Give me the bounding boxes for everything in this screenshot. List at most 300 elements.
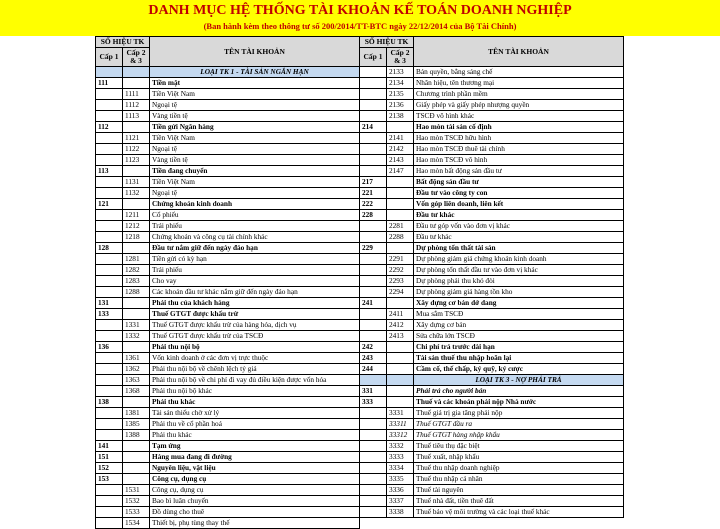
- account-cap1-code: [360, 419, 387, 430]
- account-name: Đồ dùng cho thuê: [150, 507, 360, 518]
- account-name: Thuế nhà đất, tiền thuê đất: [414, 496, 624, 507]
- account-cap2-code: 1331: [123, 320, 150, 331]
- account-cap1-code: [360, 232, 387, 243]
- account-name: Chi phí trả trước dài hạn: [414, 342, 624, 353]
- account-cap2-code: 33311: [387, 419, 414, 430]
- account-row: [96, 375, 360, 386]
- account-row: [360, 254, 624, 265]
- account-cap1-code: [96, 320, 123, 331]
- account-cap1-code: 242: [360, 342, 387, 353]
- account-cap2-code: 1113: [123, 111, 150, 122]
- account-row: [360, 100, 624, 111]
- account-name: Đầu tư vào công ty con: [414, 188, 624, 199]
- account-row: [96, 298, 360, 309]
- account-name: Thuế GTGT được khấu trừ của hàng hóa, dịch vụ: [150, 320, 360, 331]
- account-name: TSCĐ vô hình khác: [414, 111, 624, 122]
- account-cap2-code: [387, 243, 414, 254]
- account-cap1-code: [96, 485, 123, 496]
- account-name: Chương trình phần mềm: [414, 89, 624, 100]
- so-hieu-tk-header: SỐ HIỆU TK: [360, 37, 414, 48]
- account-cap1-code: [360, 474, 387, 485]
- account-cap1-code: [360, 155, 387, 166]
- account-name: Cầm cố, thế chấp, ký quỹ, ký cược: [414, 364, 624, 375]
- account-row: [96, 386, 360, 397]
- section-title: LOẠI TK 1 - TÀI SẢN NGẮN HẠN: [150, 67, 360, 78]
- account-row: [360, 243, 624, 254]
- account-cap1-code: [360, 67, 387, 78]
- account-name: Bao bì luân chuyển: [150, 496, 360, 507]
- section-cap2-cell: [123, 67, 150, 78]
- account-row: [96, 309, 360, 320]
- account-cap2-code: 1368: [123, 386, 150, 397]
- account-row: [96, 89, 360, 100]
- account-name: Thuế GTGT được khấu trừ của TSCĐ: [150, 331, 360, 342]
- account-cap2-code: 2133: [387, 67, 414, 78]
- account-name: Phải thu khác: [150, 430, 360, 441]
- account-cap2-code: 1531: [123, 485, 150, 496]
- account-cap2-code: [123, 122, 150, 133]
- account-name: Thuế thu nhập doanh nghiệp: [414, 463, 624, 474]
- account-name: Vốn kinh doanh ở các đơn vị trực thuộc: [150, 353, 360, 364]
- account-cap1-code: 229: [360, 243, 387, 254]
- account-cap1-code: [96, 177, 123, 188]
- account-row: [96, 430, 360, 441]
- account-cap2-code: 1332: [123, 331, 150, 342]
- account-cap2-code: [387, 210, 414, 221]
- account-name: Tiền gửi Ngân hàng: [150, 122, 360, 133]
- account-name: Xây dựng cơ bản dở dang: [414, 298, 624, 309]
- account-row: [360, 353, 624, 364]
- account-cap2-code: 1112: [123, 100, 150, 111]
- accounts-table-left-body: [96, 67, 360, 529]
- account-cap2-code: 2291: [387, 254, 414, 265]
- account-row: [360, 496, 624, 507]
- accounts-table-left: [95, 36, 360, 529]
- account-cap2-code: 1281: [123, 254, 150, 265]
- account-cap1-code: [96, 375, 123, 386]
- account-cap2-code: 1212: [123, 221, 150, 232]
- account-cap1-code: [96, 221, 123, 232]
- section-header-row: [360, 375, 624, 386]
- account-row: [360, 221, 624, 232]
- section-title: LOẠI TK 3 - NỢ PHẢI TRẢ: [414, 375, 624, 386]
- account-row: [360, 210, 624, 221]
- account-name: Phải thu nội bộ khác: [150, 386, 360, 397]
- account-name: Tài sản thiếu chờ xử lý: [150, 408, 360, 419]
- account-cap1-code: [96, 287, 123, 298]
- account-cap2-code: 1363: [123, 375, 150, 386]
- account-cap1-code: [96, 419, 123, 430]
- account-cap1-code: 221: [360, 188, 387, 199]
- account-name: Xây dựng cơ bản: [414, 320, 624, 331]
- account-cap1-code: [360, 221, 387, 232]
- account-cap2-code: [387, 397, 414, 408]
- account-cap2-code: 3333: [387, 452, 414, 463]
- account-row: [96, 320, 360, 331]
- account-row: [96, 452, 360, 463]
- account-cap2-code: 2142: [387, 144, 414, 155]
- account-name: Dự phòng tổn thất tài sản: [414, 243, 624, 254]
- account-row: [96, 507, 360, 518]
- account-row: [360, 111, 624, 122]
- account-row: [96, 518, 360, 529]
- account-name: Phải thu khác: [150, 397, 360, 408]
- account-row: [96, 463, 360, 474]
- so-hieu-tk-header: SỐ HIỆU TK: [96, 37, 150, 48]
- account-cap1-code: [96, 133, 123, 144]
- account-row: [96, 474, 360, 485]
- account-cap2-code: [123, 397, 150, 408]
- account-cap1-code: [360, 100, 387, 111]
- account-cap1-code: [360, 331, 387, 342]
- account-name: Đầu tư góp vốn vào đơn vị khác: [414, 221, 624, 232]
- account-cap2-code: [387, 122, 414, 133]
- account-name: Dự phòng tổn thất đầu tư vào đơn vị khác: [414, 265, 624, 276]
- account-cap1-code: 111: [96, 78, 123, 89]
- account-cap2-code: 33312: [387, 430, 414, 441]
- account-row: [360, 67, 624, 78]
- account-cap2-code: 1218: [123, 232, 150, 243]
- account-cap1-code: [360, 254, 387, 265]
- account-name: Hao mòn TSCĐ hữu hình: [414, 133, 624, 144]
- account-name: Tiền gửi có kỳ hạn: [150, 254, 360, 265]
- account-name: Thuế tiêu thụ đặc biệt: [414, 441, 624, 452]
- account-cap2-code: 1532: [123, 496, 150, 507]
- account-name: Đầu tư nắm giữ đến ngày đáo hạn: [150, 243, 360, 254]
- account-row: [96, 155, 360, 166]
- account-row: [360, 386, 624, 397]
- account-cap2-code: 3332: [387, 441, 414, 452]
- account-row: [96, 353, 360, 364]
- account-cap1-code: 153: [96, 474, 123, 485]
- account-cap1-code: 133: [96, 309, 123, 320]
- account-row: [360, 144, 624, 155]
- account-cap1-code: [360, 430, 387, 441]
- account-row: [96, 111, 360, 122]
- account-row: [360, 463, 624, 474]
- account-row: [96, 177, 360, 188]
- account-cap1-code: [360, 144, 387, 155]
- account-name: Phải thu của khách hàng: [150, 298, 360, 309]
- account-row: [360, 331, 624, 342]
- cap1-header: Cấp 1: [96, 48, 123, 67]
- account-name: Phải thu về cổ phần hoá: [150, 419, 360, 430]
- account-cap1-code: 141: [96, 441, 123, 452]
- account-cap2-code: 2143: [387, 155, 414, 166]
- account-row: [360, 298, 624, 309]
- account-cap2-code: 2413: [387, 331, 414, 342]
- account-name: Cổ phiếu: [150, 210, 360, 221]
- account-cap2-code: 1533: [123, 507, 150, 518]
- account-row: [360, 408, 624, 419]
- account-name: Đầu tư khác: [414, 210, 624, 221]
- account-cap1-code: [360, 496, 387, 507]
- account-cap2-code: 2412: [387, 320, 414, 331]
- account-cap2-code: 3337: [387, 496, 414, 507]
- account-cap1-code: [360, 507, 387, 518]
- account-cap2-code: 3338: [387, 507, 414, 518]
- cap2-header: Cấp 2 & 3: [387, 48, 414, 67]
- account-name: Dự phòng giảm giá chứng khoán kinh doanh: [414, 254, 624, 265]
- account-row: [360, 507, 624, 518]
- account-name: Thuế giá trị gia tăng phải nộp: [414, 408, 624, 419]
- account-name: Thuế bảo vệ môi trường và các loại thuế khác: [414, 507, 624, 518]
- account-cap2-code: 1361: [123, 353, 150, 364]
- account-cap2-code: [387, 188, 414, 199]
- cap1-header: Cấp 1: [360, 48, 387, 67]
- account-cap2-code: [123, 452, 150, 463]
- account-row: [96, 496, 360, 507]
- account-name: Công cụ, dụng cụ: [150, 485, 360, 496]
- account-cap1-code: 331: [360, 386, 387, 397]
- account-cap1-code: 112: [96, 122, 123, 133]
- account-name: Thuế thu nhập cá nhân: [414, 474, 624, 485]
- account-cap2-code: [123, 298, 150, 309]
- account-row: [360, 364, 624, 375]
- account-cap1-code: [360, 89, 387, 100]
- account-row: [360, 397, 624, 408]
- account-cap2-code: 1381: [123, 408, 150, 419]
- account-cap2-code: 3336: [387, 485, 414, 496]
- account-cap2-code: 2281: [387, 221, 414, 232]
- account-row: [96, 419, 360, 430]
- account-row: [96, 342, 360, 353]
- account-name: Đầu tư khác: [414, 232, 624, 243]
- account-name: Ngoại tệ: [150, 100, 360, 111]
- account-cap1-code: [96, 144, 123, 155]
- account-row: [360, 155, 624, 166]
- account-name: Bản quyền, bằng sáng chế: [414, 67, 624, 78]
- account-cap2-code: [123, 441, 150, 452]
- account-cap1-code: 136: [96, 342, 123, 353]
- account-cap1-code: [360, 166, 387, 177]
- account-row: [360, 320, 624, 331]
- account-row: [360, 430, 624, 441]
- account-cap1-code: [96, 100, 123, 111]
- account-name: Thuế xuất, nhập khẩu: [414, 452, 624, 463]
- account-cap1-code: 241: [360, 298, 387, 309]
- account-row: [96, 265, 360, 276]
- account-cap1-code: [96, 89, 123, 100]
- account-name: Ngoại tệ: [150, 144, 360, 155]
- account-cap2-code: 1534: [123, 518, 150, 529]
- account-name: Cho vay: [150, 276, 360, 287]
- account-name: Trái phiếu: [150, 221, 360, 232]
- account-row: [96, 232, 360, 243]
- account-row: [96, 364, 360, 375]
- account-name: Thiết bị, phụ tùng thay thế: [150, 518, 360, 529]
- cap2-header: Cấp 2 & 3: [123, 48, 150, 67]
- account-name: Dự phòng phải thu khó đòi: [414, 276, 624, 287]
- account-row: [360, 166, 624, 177]
- account-row: [96, 408, 360, 419]
- account-row: [360, 199, 624, 210]
- account-row: [96, 122, 360, 133]
- account-name: Công cụ, dụng cụ: [150, 474, 360, 485]
- account-cap2-code: 1121: [123, 133, 150, 144]
- account-cap2-code: [123, 243, 150, 254]
- account-cap2-code: 2293: [387, 276, 414, 287]
- account-name: Phải trả cho người bán: [414, 386, 624, 397]
- account-name: Thuế và các khoản phải nộp Nhà nước: [414, 397, 624, 408]
- account-row: [360, 287, 624, 298]
- account-row: [96, 210, 360, 221]
- account-cap1-code: [96, 254, 123, 265]
- account-row: [360, 89, 624, 100]
- account-cap1-code: [96, 155, 123, 166]
- account-cap1-code: [96, 210, 123, 221]
- section-cap1-cell: [96, 67, 123, 78]
- account-cap1-code: [96, 232, 123, 243]
- account-cap2-code: [387, 386, 414, 397]
- account-row: [96, 199, 360, 210]
- account-name: Tiền Việt Nam: [150, 133, 360, 144]
- account-row: [96, 133, 360, 144]
- account-cap1-code: [360, 78, 387, 89]
- account-cap2-code: [387, 342, 414, 353]
- account-name: Trái phiếu: [150, 265, 360, 276]
- account-row: [360, 276, 624, 287]
- account-name: Nhãn hiệu, tên thương mại: [414, 78, 624, 89]
- account-name: Thuế tài nguyên: [414, 485, 624, 496]
- account-name: Hao mòn TSCĐ vô hình: [414, 155, 624, 166]
- account-cap2-code: 2292: [387, 265, 414, 276]
- account-cap2-code: 2147: [387, 166, 414, 177]
- account-cap2-code: [123, 199, 150, 210]
- account-cap2-code: [387, 177, 414, 188]
- account-cap2-code: 2141: [387, 133, 414, 144]
- account-cap1-code: 333: [360, 397, 387, 408]
- account-name: Mua sắm TSCĐ: [414, 309, 624, 320]
- account-cap2-code: [387, 199, 414, 210]
- account-cap1-code: 152: [96, 463, 123, 474]
- account-cap2-code: [123, 474, 150, 485]
- account-cap2-code: 2294: [387, 287, 414, 298]
- account-cap2-code: [123, 78, 150, 89]
- account-row: [360, 309, 624, 320]
- account-name: Thuế GTGT đầu ra: [414, 419, 624, 430]
- account-cap1-code: [96, 111, 123, 122]
- account-name: Giấy phép và giấy phép nhượng quyền: [414, 100, 624, 111]
- account-row: [360, 232, 624, 243]
- account-cap1-code: 151: [96, 452, 123, 463]
- account-name: Hao mòn bất động sản đầu tư: [414, 166, 624, 177]
- account-name: Hàng mua đang đi đường: [150, 452, 360, 463]
- account-cap1-code: [96, 276, 123, 287]
- account-row: [360, 419, 624, 430]
- account-row: [96, 243, 360, 254]
- account-row: [360, 78, 624, 89]
- section-cap1-cell: [360, 375, 387, 386]
- document-title: DANH MỤC HỆ THỐNG TÀI KHOẢN KẾ TOÁN DOANH NGHIỆP: [148, 3, 572, 18]
- account-cap2-code: [123, 342, 150, 353]
- account-cap2-code: [123, 309, 150, 320]
- ten-tai-khoan-header: TÊN TÀI KHOẢN: [150, 37, 360, 67]
- account-cap2-code: 1282: [123, 265, 150, 276]
- account-row: [360, 485, 624, 496]
- account-row: [96, 331, 360, 342]
- account-cap1-code: 121: [96, 199, 123, 210]
- account-cap1-code: [360, 309, 387, 320]
- account-cap1-code: 217: [360, 177, 387, 188]
- account-cap1-code: [96, 518, 123, 529]
- account-row: [360, 133, 624, 144]
- account-row: [96, 100, 360, 111]
- account-name: Thuế GTGT được khấu trừ: [150, 309, 360, 320]
- account-cap1-code: 138: [96, 397, 123, 408]
- account-name: Ngoại tệ: [150, 188, 360, 199]
- account-row: [360, 441, 624, 452]
- account-name: Chứng khoán và công cụ tài chính khác: [150, 232, 360, 243]
- account-cap2-code: [123, 166, 150, 177]
- account-cap2-code: 1122: [123, 144, 150, 155]
- account-row: [96, 276, 360, 287]
- account-cap2-code: [387, 353, 414, 364]
- account-cap2-code: [123, 463, 150, 474]
- account-cap2-code: 1283: [123, 276, 150, 287]
- account-cap1-code: [360, 463, 387, 474]
- account-name: Thuế GTGT hàng nhập khẩu: [414, 430, 624, 441]
- document-subtitle: (Ban hành kèm theo thông tư số 200/2014/TT-BTC ngày 22/12/2014 của Bộ Tài Chính): [203, 21, 517, 31]
- account-cap1-code: [96, 364, 123, 375]
- account-cap2-code: 1132: [123, 188, 150, 199]
- account-cap1-code: 222: [360, 199, 387, 210]
- account-cap1-code: [360, 408, 387, 419]
- account-cap2-code: 1131: [123, 177, 150, 188]
- account-row: [96, 221, 360, 232]
- account-cap1-code: [96, 265, 123, 276]
- account-cap1-code: [96, 188, 123, 199]
- account-row: [360, 342, 624, 353]
- account-cap2-code: 3334: [387, 463, 414, 474]
- account-row: [96, 144, 360, 155]
- account-name: Dự phòng giảm giá hàng tồn kho: [414, 287, 624, 298]
- account-name: Bất động sản đầu tư: [414, 177, 624, 188]
- account-cap1-code: [360, 276, 387, 287]
- account-cap2-code: 2138: [387, 111, 414, 122]
- account-row: [360, 177, 624, 188]
- account-cap2-code: 1362: [123, 364, 150, 375]
- account-row: [360, 188, 624, 199]
- accounts-table-right: [359, 36, 624, 518]
- account-cap2-code: 1211: [123, 210, 150, 221]
- account-name: Phải thu nội bộ về chênh lệch tỷ giá: [150, 364, 360, 375]
- account-cap2-code: 3331: [387, 408, 414, 419]
- account-cap1-code: 128: [96, 243, 123, 254]
- account-cap2-code: 2136: [387, 100, 414, 111]
- account-name: Hao mòn tài sản cố định: [414, 122, 624, 133]
- account-name: Sửa chữa lớn TSCĐ: [414, 331, 624, 342]
- account-name: Tài sản thuế thu nhập hoãn lại: [414, 353, 624, 364]
- account-cap1-code: [360, 452, 387, 463]
- account-row: [96, 166, 360, 177]
- account-cap1-code: 113: [96, 166, 123, 177]
- account-cap1-code: [360, 320, 387, 331]
- document-title-banner: [0, 0, 720, 36]
- account-cap1-code: 228: [360, 210, 387, 221]
- account-row: [360, 452, 624, 463]
- section-header-row: [96, 67, 360, 78]
- account-cap2-code: 1388: [123, 430, 150, 441]
- account-cap1-code: 214: [360, 122, 387, 133]
- account-cap1-code: 243: [360, 353, 387, 364]
- account-cap2-code: 1123: [123, 155, 150, 166]
- account-cap2-code: 2288: [387, 232, 414, 243]
- account-row: [96, 441, 360, 452]
- account-cap2-code: [387, 364, 414, 375]
- account-name: Tiền Việt Nam: [150, 89, 360, 100]
- account-row: [96, 287, 360, 298]
